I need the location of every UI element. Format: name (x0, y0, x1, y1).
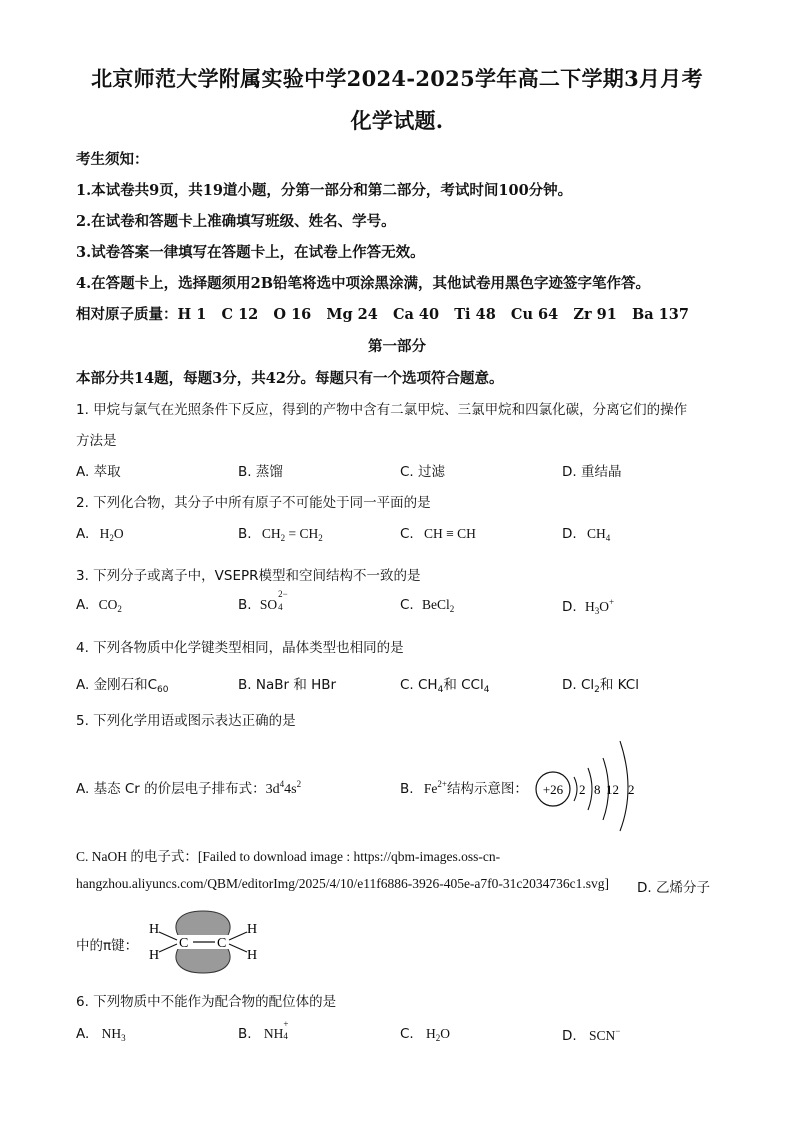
q6-option-a (76, 1026, 126, 1043)
q5-b-ion-sup: 2+ (437, 779, 447, 789)
q5-option-d-line2: 中的π键： (76, 938, 139, 954)
q3-stem: 3. 下列分子或离子中，VSEPR模型和空间结构不一致的是 (76, 568, 421, 584)
q3-d-tail: O (599, 599, 609, 614)
q1-option-c: C. 过滤 (400, 464, 446, 480)
ch-bond-3 (229, 932, 247, 940)
q3-d-label: D. (562, 599, 577, 615)
q3-option-a (76, 597, 122, 614)
q6-b-text: NH (263, 1026, 284, 1041)
fe-ion-structure-diagram (533, 738, 643, 833)
q4-c-text1: C. CH (400, 677, 438, 693)
q5-a-f2: 4s (284, 782, 297, 797)
q2-stem: 2. 下列化合物，其分子中所有原子不可能处于同一平面的是 (76, 495, 431, 511)
q2-d-formula (587, 526, 610, 541)
notice-item-4: 4.在答题卡上，选择题须用2B铅笔将选中项涂黑涂满，其他试卷用黑色字迹签字笔作答。 (76, 275, 650, 292)
q3-b-scripts (277, 589, 291, 612)
ch-bond-2 (159, 944, 177, 952)
q2-c-formula: CH ≡ CH (424, 526, 476, 541)
q2-b-sub1: 2 (280, 533, 286, 543)
q4-c-sub2: 4 (483, 685, 490, 695)
exam-subtitle: 化学试题. (350, 108, 444, 133)
q1-stem-line1: 1. 甲烷与氯气在光照条件下反应，得到的产物中含有二氯甲烷、三氯甲烷和四氯化碳，分离它们的操作 (76, 402, 688, 418)
notice-heading: 考生须知： (76, 151, 149, 168)
q5-b-ion-text: Fe (423, 781, 438, 796)
notice-item-3: 3.试卷答案一律填写在答题卡上，在试卷上作答无效。 (76, 244, 425, 261)
q5-stem: 5. 下列化学用语或图示表达正确的是 (76, 713, 296, 729)
q4-option-a (76, 673, 168, 695)
nucleus-label: +26 (542, 782, 564, 797)
shell-arc-2 (588, 768, 592, 810)
q6-d-text: SCN (588, 1028, 616, 1043)
notice-item-1: 1.本试卷共9页，共19道小题，分第一部分和第二部分，考试时间100分钟。 (76, 182, 573, 199)
q2-b-formula (262, 526, 323, 541)
q4-a-sub: 60 (157, 685, 169, 695)
q6-b-formula (263, 1019, 294, 1041)
q5-a-formula (265, 779, 302, 797)
pi-lobe-top (176, 911, 230, 937)
q5-a-sup2: 2 (296, 779, 302, 789)
q4-d-text1: D. Cl (562, 677, 595, 693)
shell-count-1: 2 (579, 782, 586, 797)
q6-c-sub: 2 (435, 1033, 441, 1043)
q3-b-sup: 2− (278, 589, 288, 599)
q1-stem-line2: 方法是 (76, 433, 117, 449)
q2-option-c (400, 526, 476, 542)
hydrogen-atom-4: H (247, 948, 258, 963)
q3-c-formula (422, 597, 454, 612)
q6-b-label: B. (238, 1026, 252, 1042)
q2-option-d (562, 526, 610, 543)
q2-a-tail: O (113, 526, 124, 541)
shell-arc-4 (620, 741, 628, 831)
hydrogen-atom-3: H (247, 922, 258, 937)
q2-c-label: C. (400, 526, 414, 542)
q3-c-label: C. (400, 597, 414, 613)
notice-item-2: 2.在试卷和答题卡上准确填写班级、姓名、学号。 (76, 213, 396, 230)
q6-a-formula (102, 1026, 126, 1041)
q6-c-text: H (426, 1026, 436, 1041)
q1-option-b: B. 蒸馏 (238, 464, 283, 480)
q5-a-text: A. 基态 Cr 的价层电子排布式： (76, 781, 266, 797)
hydrogen-atom-1: H (149, 922, 160, 937)
q6-option-c (400, 1026, 450, 1043)
q4-option-d (562, 673, 639, 695)
q4-c-text2: 和 CCl (443, 677, 484, 693)
q3-b-text: SO (259, 597, 278, 612)
q5-option-b (400, 777, 528, 797)
q5-a-f1: 3d (265, 782, 280, 797)
q4-stem: 4. 下列各物质中化学键类型相同，晶体类型也相同的是 (76, 640, 404, 656)
q2-option-b (238, 526, 323, 543)
q2-a-text: H (99, 526, 110, 541)
q2-a-sub: 2 (109, 533, 114, 543)
q6-a-label: A. (76, 1026, 90, 1042)
q3-a-sub: 2 (117, 604, 122, 614)
q3-option-c (400, 597, 454, 614)
part-heading: 第一部分 (368, 338, 426, 355)
q5-b-label: B. (400, 781, 414, 797)
q6-c-formula (426, 1026, 450, 1041)
q4-a-text: A. 金刚石和C (76, 677, 158, 693)
q3-c-sub: 2 (449, 604, 455, 614)
q6-d-sup: − (615, 1026, 621, 1036)
q4-d-text2: 和 KCl (599, 677, 639, 693)
q5-a-sup1: 4 (279, 779, 285, 789)
q3-d-formula (585, 599, 614, 614)
q6-a-sub: 3 (121, 1033, 126, 1043)
q2-b-mid: = CH (285, 526, 319, 541)
q5-b-text: 结构示意图： (446, 781, 528, 797)
q3-a-text: CO (98, 597, 118, 612)
q4-option-c (400, 673, 489, 695)
part-instructions: 本部分共14题，每题3分，共42分。每题只有一个选项符合题意。 (76, 370, 504, 387)
q3-d-sup: + (608, 597, 615, 607)
ethylene-pi-bond-diagram (143, 909, 263, 975)
q3-option-b (238, 589, 291, 613)
q5-option-a (76, 777, 301, 798)
q6-a-text: NH (101, 1026, 122, 1041)
q6-d-formula (589, 1028, 620, 1043)
q2-a-label: A. (76, 526, 90, 542)
q2-b-sub2: 2 (318, 533, 323, 543)
q3-d-sub: 3 (594, 606, 600, 616)
q2-d-sub: 4 (605, 533, 611, 543)
q5-option-d: D. 乙烯分子 (637, 880, 710, 896)
q3-a-label: A. (76, 597, 90, 613)
exam-title: 北京师范大学附属实验中学2024-2025学年高二下学期3月月考 (91, 66, 703, 91)
q4-d-sub1: 2 (594, 685, 600, 695)
shell-count-3: 12 (606, 782, 619, 797)
q1-option-d: D. 重结晶 (562, 464, 622, 480)
q2-option-a (76, 526, 124, 543)
hydrogen-atom-2: H (149, 948, 160, 963)
q3-a-formula (99, 597, 122, 612)
q6-d-label: D. (562, 1028, 577, 1044)
q5-b-ion (424, 781, 447, 796)
q4-option-b: B. NaBr 和 HBr (238, 677, 337, 693)
carbon-atom-right: C (217, 936, 227, 951)
carbon-atom-left: C (179, 936, 189, 951)
q5-option-c-line1: C. NaOH 的电子式：[Failed to download image : https://qbm-images.oss-cn- (76, 849, 501, 864)
q2-a-formula (100, 526, 124, 541)
q2-b-label: B. (238, 526, 252, 542)
q3-b-formula (259, 589, 291, 612)
q2-d-label: D. (562, 526, 577, 542)
shell-count-2: 8 (594, 782, 601, 797)
q4-c-sub1: 4 (437, 685, 444, 695)
q6-b-sub: 4 (283, 1031, 288, 1041)
q6-c-tail: O (440, 1026, 451, 1041)
q3-option-d (562, 597, 614, 616)
ch-bond-1 (159, 932, 177, 940)
q6-b-scripts (283, 1019, 293, 1041)
ch-bond-4 (229, 944, 247, 952)
q2-b-text: CH (261, 526, 281, 541)
q3-b-label: B. (238, 597, 252, 613)
shell-count-4: 2 (628, 782, 635, 797)
q3-b-sub: 4 (278, 602, 283, 612)
q3-d-text: H (584, 599, 595, 614)
shell-arc-1 (574, 777, 577, 801)
q2-d-text: CH (586, 526, 606, 541)
q1-option-a: A. 萃取 (76, 464, 121, 480)
q6-b-sup: + (283, 1019, 289, 1029)
atomic-masses: 相对原子质量：H 1 C 12 O 16 Mg 24 Ca 40 Ti 48 Cu 64 Zr 91 Ba 137 (76, 306, 689, 323)
q6-c-label: C. (400, 1026, 414, 1042)
q6-option-b (238, 1019, 293, 1042)
q5-option-c-line2: hangzhou.aliyuncs.com/QBM/editorImg/2025/4/10/e11f6886-3926-405e-a7f0-31c2034736c1.svg] (76, 876, 610, 891)
q6-option-d (562, 1026, 620, 1044)
q6-stem: 6. 下列物质中不能作为配合物的配位体的是 (76, 994, 337, 1010)
q3-c-text: BeCl (422, 597, 450, 612)
